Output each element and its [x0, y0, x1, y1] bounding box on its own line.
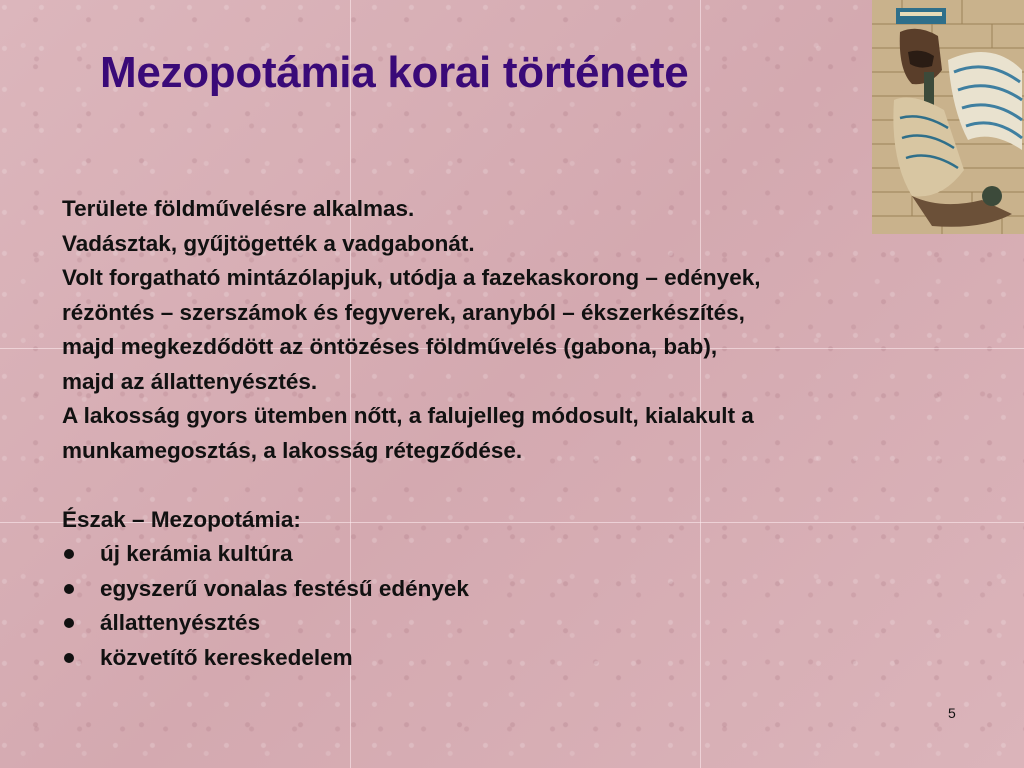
bullet-dot-icon: [64, 618, 74, 628]
bullet-item: [62, 641, 962, 676]
paragraph-line: majd megkezdődött az öntözéses földművelés (gabona, bab),: [62, 334, 718, 359]
bullet-text: közvetítő kereskedelem: [100, 644, 353, 670]
bullet-dot-icon: [64, 549, 74, 559]
paragraph-line: Vadásztak, gyűjtögették a vadgabonát.: [62, 230, 475, 256]
page-number: 5: [948, 705, 956, 721]
bullet-dot-icon: [64, 584, 74, 594]
section-heading: Észak – Mezopotámia:: [62, 506, 301, 532]
bullet-dot-icon: [64, 653, 74, 663]
paragraph-line: A lakosság gyors ütemben nőtt, a falujelleg módosult, kialakult a: [62, 403, 754, 428]
paragraph-line: munkamegosztás, a lakosság rétegződése.: [62, 437, 523, 463]
paragraph-spacer: [62, 468, 962, 503]
slide-body: [62, 192, 962, 675]
paragraph-line: majd az állattenyésztés.: [62, 368, 318, 394]
bullet-item: [62, 537, 962, 572]
bullet-item: [62, 572, 962, 607]
paragraph-line: Volt forgatható mintázólapjuk, utódja a fazekaskorong – edények,: [62, 265, 761, 290]
paragraph-line: Területe földművelésre alkalmas.: [62, 196, 415, 221]
paragraph-line: rézöntés – szerszámok és fegyverek, aranyból – ékszerkészítés,: [62, 299, 745, 325]
bullet-item: [62, 606, 962, 641]
bullet-text: egyszerű vonalas festésű edények: [100, 575, 469, 601]
bullet-list: [62, 537, 962, 675]
bullet-text: új kerámia kultúra: [100, 541, 293, 566]
slide-title: Mezopotámia korai története: [100, 48, 689, 97]
bullet-text: állattenyésztés: [100, 610, 261, 635]
